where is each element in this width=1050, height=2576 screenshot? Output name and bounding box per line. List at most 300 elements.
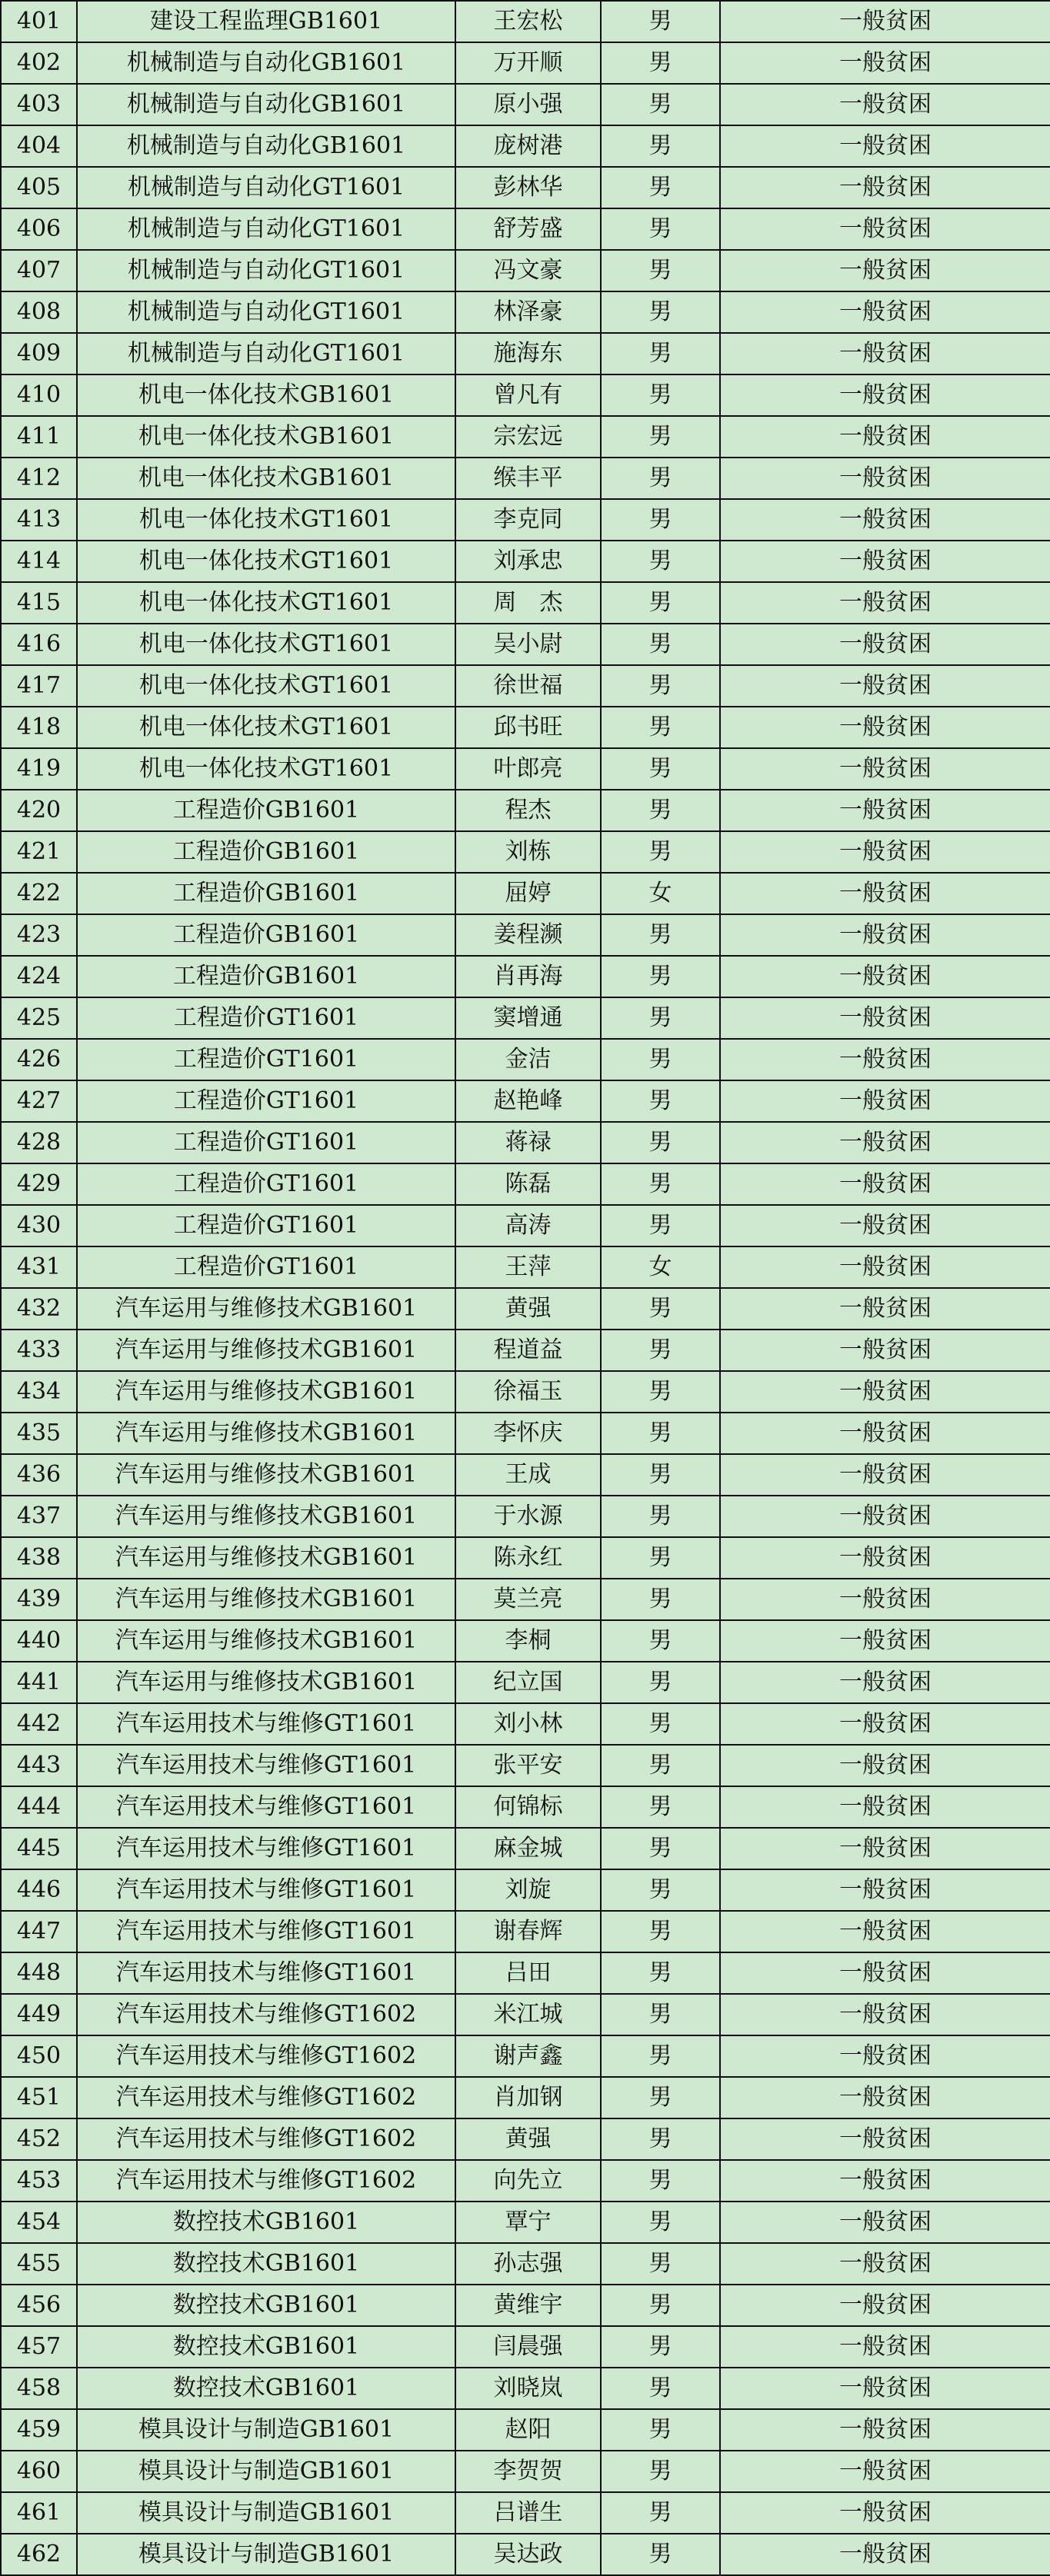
poverty-level-cell: 一般贫困 — [720, 2451, 1050, 2492]
student-name-cell: 程道益 — [455, 1330, 601, 1371]
gender-cell: 女 — [601, 873, 720, 914]
table-row — [1, 1080, 1050, 1122]
class-name-cell: 数控技术GB1601 — [77, 2326, 455, 2368]
class-name-cell: 机电一体化技术GB1601 — [77, 458, 455, 499]
poverty-level-cell: 一般贫困 — [720, 2368, 1050, 2409]
class-name-cell: 汽车运用技术与维修GT1602 — [77, 2077, 455, 2118]
class-name-cell: 工程造价GT1601 — [77, 1246, 455, 1288]
row-number-cell: 427 — [1, 1080, 77, 1122]
student-name-cell: 谢声鑫 — [455, 2035, 601, 2077]
class-name-cell: 模具设计与制造GB1601 — [77, 2534, 455, 2575]
gender-cell: 男 — [601, 1413, 720, 1454]
student-name-cell: 于水源 — [455, 1496, 601, 1537]
row-number-cell: 441 — [1, 1662, 77, 1703]
row-number-cell: 401 — [1, 1, 77, 42]
gender-cell: 男 — [601, 1080, 720, 1122]
table-row — [1, 250, 1050, 291]
poverty-level-cell: 一般贫困 — [720, 582, 1050, 624]
row-number-cell: 442 — [1, 1703, 77, 1745]
table-row — [1, 1205, 1050, 1246]
poverty-level-cell: 一般贫困 — [720, 1745, 1050, 1786]
table-row — [1, 2035, 1050, 2077]
class-name-cell: 模具设计与制造GB1601 — [77, 2492, 455, 2534]
row-number-cell: 429 — [1, 1163, 77, 1205]
class-name-cell: 汽车运用技术与维修GT1602 — [77, 2118, 455, 2160]
row-number-cell: 431 — [1, 1246, 77, 1288]
class-name-cell: 汽车运用与维修技术GB1601 — [77, 1579, 455, 1620]
row-number-cell: 410 — [1, 374, 77, 416]
gender-cell: 男 — [601, 1911, 720, 1952]
table-row — [1, 582, 1050, 624]
poverty-level-cell: 一般贫困 — [720, 1163, 1050, 1205]
class-name-cell: 汽车运用技术与维修GT1601 — [77, 1828, 455, 1869]
table-row — [1, 956, 1050, 997]
gender-cell: 男 — [601, 1454, 720, 1496]
table-row — [1, 1413, 1050, 1454]
row-number-cell: 458 — [1, 2368, 77, 2409]
class-name-cell: 机电一体化技术GT1601 — [77, 541, 455, 582]
poverty-level-cell: 一般贫困 — [720, 707, 1050, 748]
poverty-level-cell: 一般贫困 — [720, 167, 1050, 208]
poverty-level-cell: 一般贫困 — [720, 541, 1050, 582]
gender-cell: 男 — [601, 2409, 720, 2451]
student-name-cell: 刘栋 — [455, 831, 601, 873]
gender-cell: 男 — [601, 1994, 720, 2035]
table-row — [1, 1703, 1050, 1745]
class-name-cell: 工程造价GB1601 — [77, 873, 455, 914]
student-name-cell: 林泽豪 — [455, 291, 601, 333]
student-name-cell: 王萍 — [455, 1246, 601, 1288]
table-row — [1, 125, 1050, 167]
student-name-cell: 窦增通 — [455, 997, 601, 1039]
class-name-cell: 机械制造与自动化GT1601 — [77, 167, 455, 208]
student-name-cell: 闫晨强 — [455, 2326, 601, 2368]
gender-cell: 男 — [601, 499, 720, 541]
gender-cell: 男 — [601, 291, 720, 333]
class-name-cell: 汽车运用技术与维修GT1602 — [77, 1994, 455, 2035]
poverty-level-cell: 一般贫困 — [720, 997, 1050, 1039]
row-number-cell: 438 — [1, 1537, 77, 1579]
row-number-cell: 444 — [1, 1786, 77, 1828]
gender-cell: 男 — [601, 541, 720, 582]
student-name-cell: 覃宁 — [455, 2202, 601, 2243]
row-number-cell: 419 — [1, 748, 77, 790]
poverty-level-cell: 一般贫困 — [720, 1620, 1050, 1662]
poverty-level-cell: 一般贫困 — [720, 2243, 1050, 2285]
gender-cell: 男 — [601, 1330, 720, 1371]
student-name-cell: 万开顺 — [455, 42, 601, 84]
table-row — [1, 291, 1050, 333]
poverty-level-cell: 一般贫困 — [720, 2409, 1050, 2451]
gender-cell: 男 — [601, 914, 720, 956]
table-row — [1, 1122, 1050, 1163]
student-name-cell: 徐福玉 — [455, 1371, 601, 1413]
poverty-level-cell: 一般贫困 — [720, 291, 1050, 333]
row-number-cell: 403 — [1, 84, 77, 125]
poverty-level-cell: 一般贫困 — [720, 665, 1050, 707]
student-name-cell: 徐世福 — [455, 665, 601, 707]
table-row — [1, 1579, 1050, 1620]
poverty-level-cell: 一般贫困 — [720, 1911, 1050, 1952]
gender-cell: 男 — [601, 1620, 720, 1662]
table-row — [1, 333, 1050, 374]
student-name-cell: 吴达政 — [455, 2534, 601, 2575]
gender-cell: 男 — [601, 333, 720, 374]
poverty-level-cell: 一般贫困 — [720, 1413, 1050, 1454]
gender-cell: 男 — [601, 1371, 720, 1413]
student-name-cell: 屈婷 — [455, 873, 601, 914]
table-row — [1, 1828, 1050, 1869]
gender-cell: 男 — [601, 1662, 720, 1703]
row-number-cell: 446 — [1, 1869, 77, 1911]
student-name-cell: 李桐 — [455, 1620, 601, 1662]
poverty-level-cell: 一般贫困 — [720, 1579, 1050, 1620]
poverty-level-cell: 一般贫困 — [720, 1537, 1050, 1579]
class-name-cell: 数控技术GB1601 — [77, 2202, 455, 2243]
class-name-cell: 机电一体化技术GT1601 — [77, 707, 455, 748]
poverty-level-cell: 一般贫困 — [720, 125, 1050, 167]
class-name-cell: 机械制造与自动化GT1601 — [77, 250, 455, 291]
class-name-cell: 汽车运用与维修技术GB1601 — [77, 1496, 455, 1537]
student-name-cell: 王成 — [455, 1454, 601, 1496]
gender-cell: 男 — [601, 2326, 720, 2368]
gender-cell: 男 — [601, 582, 720, 624]
row-number-cell: 422 — [1, 873, 77, 914]
gender-cell: 男 — [601, 125, 720, 167]
row-number-cell: 433 — [1, 1330, 77, 1371]
class-name-cell: 机械制造与自动化GB1601 — [77, 84, 455, 125]
class-name-cell: 机电一体化技术GB1601 — [77, 416, 455, 458]
class-name-cell: 工程造价GB1601 — [77, 956, 455, 997]
table-row — [1, 2326, 1050, 2368]
gender-cell: 男 — [601, 1288, 720, 1330]
gender-cell: 男 — [601, 1205, 720, 1246]
table-row — [1, 1371, 1050, 1413]
poverty-level-cell: 一般贫困 — [720, 2285, 1050, 2326]
class-name-cell: 机械制造与自动化GT1601 — [77, 291, 455, 333]
row-number-cell: 408 — [1, 291, 77, 333]
poverty-level-cell: 一般贫困 — [720, 1994, 1050, 2035]
class-name-cell: 数控技术GB1601 — [77, 2243, 455, 2285]
class-name-cell: 机电一体化技术GT1601 — [77, 665, 455, 707]
poverty-level-cell: 一般贫困 — [720, 2326, 1050, 2368]
row-number-cell: 449 — [1, 1994, 77, 2035]
gender-cell: 男 — [601, 2534, 720, 2575]
row-number-cell: 436 — [1, 1454, 77, 1496]
gender-cell: 男 — [601, 790, 720, 831]
poverty-level-cell: 一般贫困 — [720, 1496, 1050, 1537]
class-name-cell: 汽车运用与维修技术GB1601 — [77, 1620, 455, 1662]
table-row — [1, 1620, 1050, 1662]
row-number-cell: 435 — [1, 1413, 77, 1454]
row-number-cell: 454 — [1, 2202, 77, 2243]
gender-cell: 男 — [601, 1786, 720, 1828]
class-name-cell: 机电一体化技术GT1601 — [77, 499, 455, 541]
row-number-cell: 443 — [1, 1745, 77, 1786]
table-row — [1, 1288, 1050, 1330]
poverty-level-cell: 一般贫困 — [720, 2160, 1050, 2202]
poverty-level-cell: 一般贫困 — [720, 2118, 1050, 2160]
class-name-cell: 汽车运用与维修技术GB1601 — [77, 1330, 455, 1371]
gender-cell: 男 — [601, 1952, 720, 1994]
class-name-cell: 工程造价GT1601 — [77, 1080, 455, 1122]
poverty-level-cell: 一般贫困 — [720, 1288, 1050, 1330]
class-name-cell: 汽车运用技术与维修GT1601 — [77, 1786, 455, 1828]
class-name-cell: 工程造价GT1601 — [77, 997, 455, 1039]
table-row — [1, 1786, 1050, 1828]
class-name-cell: 汽车运用与维修技术GB1601 — [77, 1454, 455, 1496]
table-row — [1, 873, 1050, 914]
poverty-level-cell: 一般贫困 — [720, 1, 1050, 42]
row-number-cell: 420 — [1, 790, 77, 831]
student-name-cell: 姜程濒 — [455, 914, 601, 956]
row-number-cell: 415 — [1, 582, 77, 624]
row-number-cell: 426 — [1, 1039, 77, 1080]
table-row — [1, 707, 1050, 748]
row-number-cell: 434 — [1, 1371, 77, 1413]
class-name-cell: 机械制造与自动化GB1601 — [77, 125, 455, 167]
poverty-level-cell: 一般贫困 — [720, 1330, 1050, 1371]
row-number-cell: 413 — [1, 499, 77, 541]
student-name-cell: 黄强 — [455, 1288, 601, 1330]
class-name-cell: 汽车运用技术与维修GT1601 — [77, 1745, 455, 1786]
student-name-cell: 张平安 — [455, 1745, 601, 1786]
poverty-level-cell: 一般贫困 — [720, 1454, 1050, 1496]
class-name-cell: 工程造价GB1601 — [77, 914, 455, 956]
class-name-cell: 工程造价GT1601 — [77, 1039, 455, 1080]
row-number-cell: 406 — [1, 208, 77, 250]
row-number-cell: 452 — [1, 2118, 77, 2160]
poverty-level-cell: 一般贫困 — [720, 84, 1050, 125]
row-number-cell: 421 — [1, 831, 77, 873]
student-name-cell: 莫兰亮 — [455, 1579, 601, 1620]
gender-cell: 男 — [601, 2202, 720, 2243]
table-row — [1, 1246, 1050, 1288]
student-name-cell: 陈磊 — [455, 1163, 601, 1205]
table-row — [1, 1662, 1050, 1703]
gender-cell: 男 — [601, 1745, 720, 1786]
poverty-level-cell: 一般贫困 — [720, 374, 1050, 416]
poverty-level-cell: 一般贫困 — [720, 1205, 1050, 1246]
class-name-cell: 工程造价GB1601 — [77, 790, 455, 831]
student-name-cell: 曾凡有 — [455, 374, 601, 416]
student-name-cell: 周 杰 — [455, 582, 601, 624]
gender-cell: 男 — [601, 2118, 720, 2160]
row-number-cell: 456 — [1, 2285, 77, 2326]
table-row — [1, 2243, 1050, 2285]
poverty-level-cell: 一般贫困 — [720, 499, 1050, 541]
class-name-cell: 汽车运用与维修技术GB1601 — [77, 1662, 455, 1703]
student-name-cell: 庞树港 — [455, 125, 601, 167]
class-name-cell: 机械制造与自动化GT1601 — [77, 333, 455, 374]
row-number-cell: 430 — [1, 1205, 77, 1246]
poverty-level-cell: 一般贫困 — [720, 2077, 1050, 2118]
poverty-level-cell: 一般贫困 — [720, 2035, 1050, 2077]
student-name-cell: 肖再海 — [455, 956, 601, 997]
class-name-cell: 数控技术GB1601 — [77, 2368, 455, 2409]
class-name-cell: 机电一体化技术GB1601 — [77, 374, 455, 416]
student-name-cell: 吕田 — [455, 1952, 601, 1994]
row-number-cell: 439 — [1, 1579, 77, 1620]
gender-cell: 男 — [601, 2077, 720, 2118]
gender-cell: 男 — [601, 997, 720, 1039]
table-body — [1, 1, 1050, 2575]
student-name-cell: 米江城 — [455, 1994, 601, 2035]
poverty-level-cell: 一般贫困 — [720, 333, 1050, 374]
student-name-cell: 黄维宇 — [455, 2285, 601, 2326]
poverty-level-cell: 一般贫困 — [720, 1869, 1050, 1911]
table-row — [1, 499, 1050, 541]
student-name-cell: 金洁 — [455, 1039, 601, 1080]
class-name-cell: 汽车运用与维修技术GB1601 — [77, 1371, 455, 1413]
table-row — [1, 1994, 1050, 2035]
gender-cell: 男 — [601, 458, 720, 499]
row-number-cell: 423 — [1, 914, 77, 956]
poverty-level-cell: 一般贫困 — [720, 2492, 1050, 2534]
row-number-cell: 402 — [1, 42, 77, 84]
student-name-cell: 李贺贺 — [455, 2451, 601, 2492]
gender-cell: 女 — [601, 1246, 720, 1288]
poverty-level-cell: 一般贫困 — [720, 1828, 1050, 1869]
gender-cell: 男 — [601, 1122, 720, 1163]
poverty-level-cell: 一般贫困 — [720, 250, 1050, 291]
student-name-cell: 肖加钢 — [455, 2077, 601, 2118]
gender-cell: 男 — [601, 624, 720, 665]
student-name-cell: 刘承忠 — [455, 541, 601, 582]
table-row — [1, 2160, 1050, 2202]
table-row — [1, 1, 1050, 42]
table-row — [1, 748, 1050, 790]
row-number-cell: 460 — [1, 2451, 77, 2492]
student-name-cell: 何锦标 — [455, 1786, 601, 1828]
table-row — [1, 1454, 1050, 1496]
row-number-cell: 448 — [1, 1952, 77, 1994]
table-row — [1, 997, 1050, 1039]
gender-cell: 男 — [601, 2160, 720, 2202]
row-number-cell: 411 — [1, 416, 77, 458]
poverty-level-cell: 一般贫困 — [720, 914, 1050, 956]
gender-cell: 男 — [601, 1496, 720, 1537]
row-number-cell: 409 — [1, 333, 77, 374]
row-number-cell: 447 — [1, 1911, 77, 1952]
poverty-level-cell: 一般贫困 — [720, 1080, 1050, 1122]
class-name-cell: 机电一体化技术GT1601 — [77, 582, 455, 624]
student-name-cell: 叶郎亮 — [455, 748, 601, 790]
poverty-level-cell: 一般贫困 — [720, 1371, 1050, 1413]
class-name-cell: 机电一体化技术GT1601 — [77, 624, 455, 665]
student-name-cell: 原小强 — [455, 84, 601, 125]
table-row — [1, 2285, 1050, 2326]
row-number-cell: 425 — [1, 997, 77, 1039]
student-name-cell: 吴小尉 — [455, 624, 601, 665]
class-name-cell: 机电一体化技术GT1601 — [77, 748, 455, 790]
poverty-level-cell: 一般贫困 — [720, 831, 1050, 873]
table-row — [1, 208, 1050, 250]
row-number-cell: 450 — [1, 2035, 77, 2077]
gender-cell: 男 — [601, 167, 720, 208]
gender-cell: 男 — [601, 84, 720, 125]
class-name-cell: 工程造价GT1601 — [77, 1205, 455, 1246]
table-row — [1, 541, 1050, 582]
poverty-level-cell: 一般贫困 — [720, 42, 1050, 84]
table-row — [1, 458, 1050, 499]
gender-cell: 男 — [601, 1703, 720, 1745]
table-row — [1, 914, 1050, 956]
poverty-level-cell: 一般贫困 — [720, 873, 1050, 914]
row-number-cell: 416 — [1, 624, 77, 665]
gender-cell: 男 — [601, 1828, 720, 1869]
gender-cell: 男 — [601, 1039, 720, 1080]
class-name-cell: 机械制造与自动化GB1601 — [77, 42, 455, 84]
table-row — [1, 624, 1050, 665]
row-number-cell: 432 — [1, 1288, 77, 1330]
table-row — [1, 2077, 1050, 2118]
class-name-cell: 汽车运用与维修技术GB1601 — [77, 1537, 455, 1579]
poverty-level-cell: 一般贫困 — [720, 416, 1050, 458]
gender-cell: 男 — [601, 2368, 720, 2409]
poverty-level-cell: 一般贫困 — [720, 2202, 1050, 2243]
gender-cell: 男 — [601, 748, 720, 790]
table-row — [1, 1039, 1050, 1080]
row-number-cell: 437 — [1, 1496, 77, 1537]
student-name-cell: 谢春辉 — [455, 1911, 601, 1952]
student-name-cell: 王宏松 — [455, 1, 601, 42]
table-row — [1, 831, 1050, 873]
gender-cell: 男 — [601, 1579, 720, 1620]
gender-cell: 男 — [601, 250, 720, 291]
poverty-level-cell: 一般贫困 — [720, 748, 1050, 790]
student-name-cell: 舒芳盛 — [455, 208, 601, 250]
row-number-cell: 414 — [1, 541, 77, 582]
row-number-cell: 453 — [1, 2160, 77, 2202]
table-row — [1, 1869, 1050, 1911]
class-name-cell: 汽车运用与维修技术GB1601 — [77, 1413, 455, 1454]
table-row — [1, 1952, 1050, 1994]
poverty-level-cell: 一般贫困 — [720, 1703, 1050, 1745]
class-name-cell: 工程造价GT1601 — [77, 1122, 455, 1163]
student-name-cell: 邱书旺 — [455, 707, 601, 748]
student-name-cell: 程杰 — [455, 790, 601, 831]
poverty-level-cell: 一般贫困 — [720, 624, 1050, 665]
row-number-cell: 417 — [1, 665, 77, 707]
student-name-cell: 高涛 — [455, 1205, 601, 1246]
row-number-cell: 424 — [1, 956, 77, 997]
class-name-cell: 汽车运用技术与维修GT1602 — [77, 2160, 455, 2202]
student-name-cell: 纪立国 — [455, 1662, 601, 1703]
class-name-cell: 工程造价GB1601 — [77, 831, 455, 873]
row-number-cell: 462 — [1, 2534, 77, 2575]
student-name-cell: 吕谱生 — [455, 2492, 601, 2534]
row-number-cell: 459 — [1, 2409, 77, 2451]
poverty-level-cell: 一般贫困 — [720, 1122, 1050, 1163]
class-name-cell: 机械制造与自动化GT1601 — [77, 208, 455, 250]
table-row — [1, 1745, 1050, 1786]
table-row — [1, 1330, 1050, 1371]
row-number-cell: 451 — [1, 2077, 77, 2118]
student-name-cell: 李怀庆 — [455, 1413, 601, 1454]
poverty-level-cell: 一般贫困 — [720, 1662, 1050, 1703]
gender-cell: 男 — [601, 1163, 720, 1205]
table-row — [1, 1163, 1050, 1205]
row-number-cell: 418 — [1, 707, 77, 748]
gender-cell: 男 — [601, 956, 720, 997]
table-row — [1, 665, 1050, 707]
student-name-cell: 黄强 — [455, 2118, 601, 2160]
gender-cell: 男 — [601, 665, 720, 707]
row-number-cell: 407 — [1, 250, 77, 291]
table-row — [1, 2409, 1050, 2451]
student-name-cell: 赵艳峰 — [455, 1080, 601, 1122]
